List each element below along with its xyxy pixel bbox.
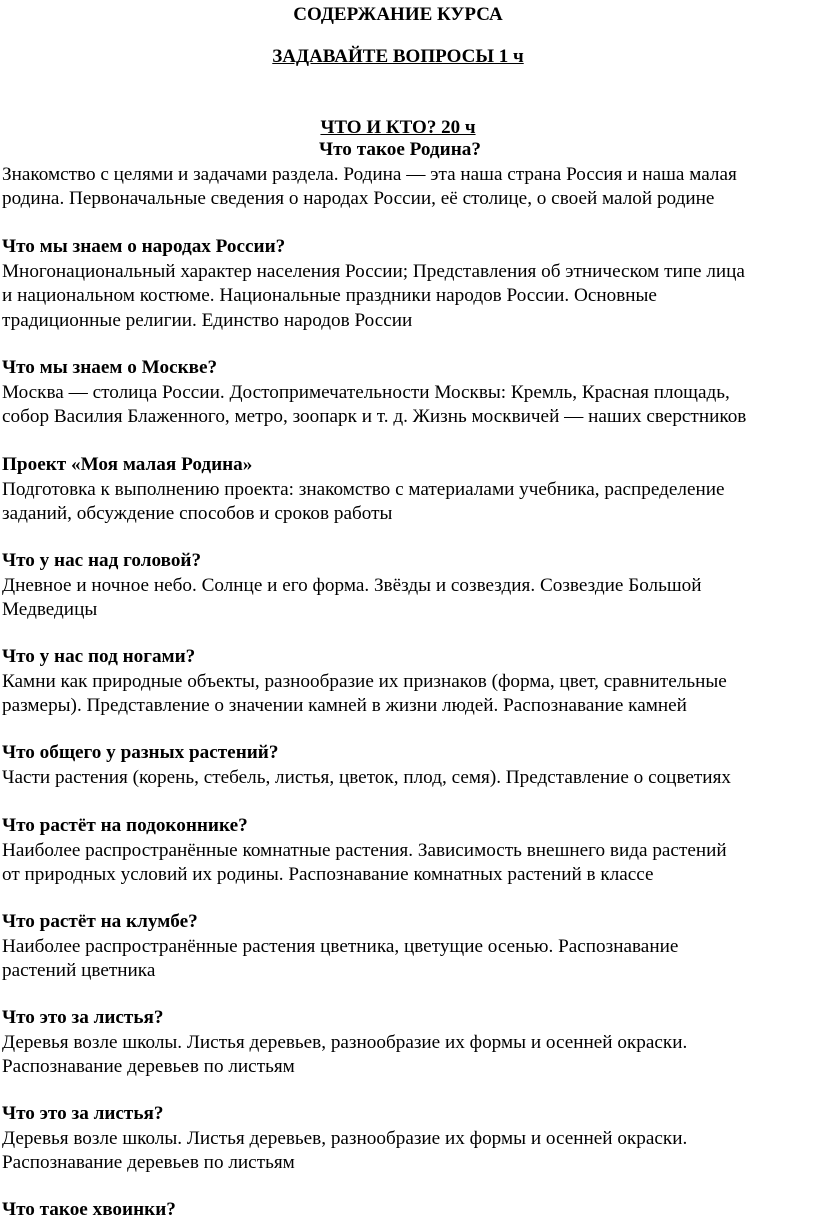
topic-title: Что такое Родина? — [319, 139, 481, 160]
topic-title: Что у нас над головой? — [2, 550, 202, 571]
topic-block — [2, 814, 814, 888]
topic-text-line: Деревья возле школы. Листья деревьев, разнообразие их формы и осенней окраски. — [2, 1031, 688, 1053]
topic-title: Что это за листья? — [2, 1103, 164, 1124]
topic-text-line: от природных условий их родины. Распознавание комнатных растений в классе — [2, 864, 654, 885]
topic-block — [2, 910, 814, 984]
topic-text-line: размеры). Представление о значении камней в жизни людей. Распознавание камней — [2, 695, 687, 716]
topic-block — [2, 235, 814, 333]
topic-text-line: Москва — столица России. Достопримечательности Москвы: Кремль, Красная площадь, — [2, 381, 730, 403]
topic-text-line: собор Василия Блаженного, метро, зоопарк и т. д. Жизнь москвичей — наших сверстников — [2, 406, 747, 427]
topic-text-line: Наиболее распространённые растения цветника, цветущие осенью. Распознавание — [2, 935, 679, 957]
topic-block — [2, 1102, 814, 1176]
course-content-title: СОДЕРЖАНИЕ КУРСА — [293, 4, 503, 25]
topic-text-line: Подготовка к выполнению проекта: знакомство с материалами учебника, распределение — [2, 478, 725, 500]
topic-title: Что общего у разных растений? — [2, 742, 279, 763]
topic-text-line: Дневное и ночное небо. Солнце и его форма. Звёзды и созвездия. Созвездие Большой — [2, 574, 702, 596]
topic-block — [2, 1198, 814, 1223]
topic-block — [2, 453, 814, 527]
topic-block — [2, 645, 814, 719]
topic-text-line: Деревья возле школы. Листья деревьев, разнообразие их формы и осенней окраски. — [2, 1127, 688, 1149]
topic-text-line: Распознавание деревьев по листьям — [2, 1152, 295, 1173]
topic-title: Что растёт на клумбе? — [2, 911, 198, 932]
topic-block — [2, 549, 814, 623]
topic-text-line: и национальном костюме. Национальные праздники народов России. Основные — [2, 285, 657, 306]
section-what-and-who-heading: ЧТО И КТО? 20 ч — [320, 117, 476, 138]
topic-text-line: Многонациональный характер населения России; Представления об этническом типе лица — [2, 260, 745, 282]
topic-title: Что это за листья? — [2, 1007, 164, 1028]
topic-block — [2, 741, 814, 790]
topic-block — [2, 138, 814, 212]
topic-text-line: растений цветника — [2, 960, 156, 981]
section-ask-questions-heading: ЗАДАВАЙТЕ ВОПРОСЫ 1 ч — [272, 46, 524, 67]
topic-text-line: родина. Первоначальные сведения о народах России, её столице, о своей малой родине — [2, 188, 715, 209]
topic-text-line: Знакомство с целями и задачами раздела. Родина — эта наша страна Россия и наша малая — [2, 163, 737, 185]
topic-title: Проект «Моя малая Родина» — [2, 454, 253, 475]
topic-title: Что мы знаем о Москве? — [2, 357, 218, 378]
topic-title: Что растёт на подоконнике? — [2, 815, 248, 836]
topic-text-line: заданий, обсуждение способов и сроков работы — [2, 503, 393, 524]
topic-text-line: Наиболее распространённые комнатные растения. Зависимость внешнего вида растений — [2, 839, 727, 861]
topic-text-line: Медведицы — [2, 599, 98, 620]
topic-text-line: Распознавание деревьев по листьям — [2, 1056, 295, 1077]
topic-title: Что такое хвоинки? — [2, 1199, 176, 1220]
topic-title: Что мы знаем о народах России? — [2, 236, 286, 257]
topic-title: Что у нас под ногами? — [2, 646, 196, 667]
topic-text-line: традиционные религии. Единство народов России — [2, 309, 413, 331]
topic-block — [2, 356, 814, 430]
topic-block — [2, 1006, 814, 1080]
topic-text-line: Части растения (корень, стебель, листья, цветок, плод, семя). Представление о соцветиях — [2, 766, 731, 788]
topic-text-line: Камни как природные объекты, разнообразие их признаков (форма, цвет, сравнительные — [2, 670, 727, 692]
